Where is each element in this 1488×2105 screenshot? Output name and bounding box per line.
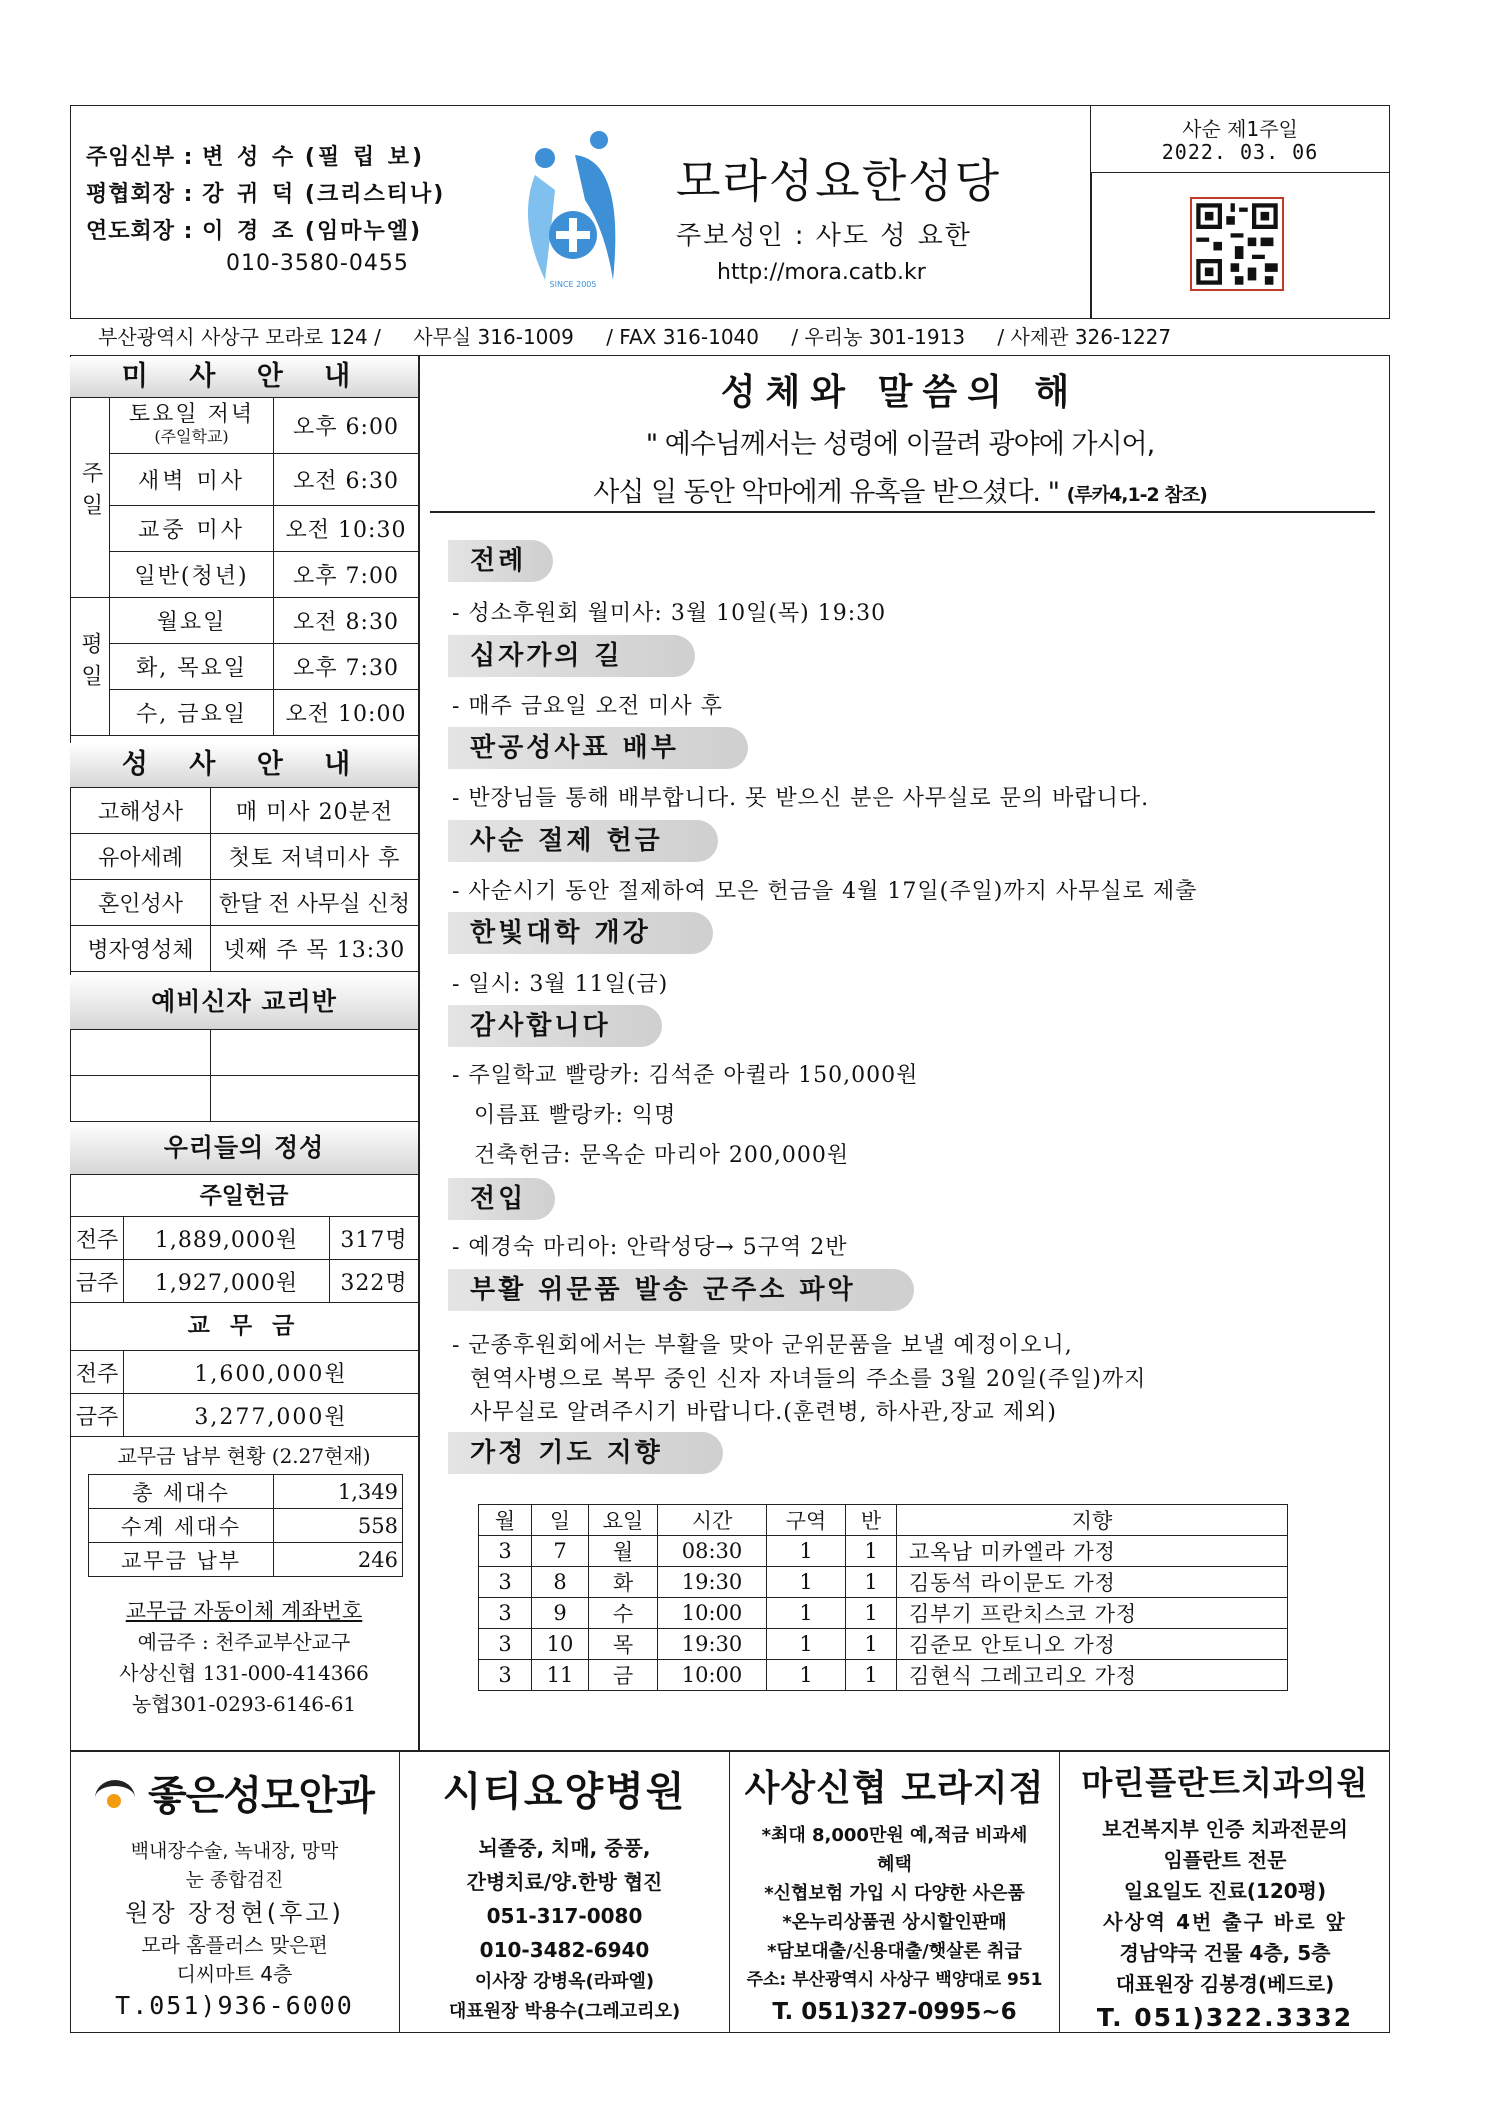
notice-transfer-title: 전입 <box>448 1178 555 1220</box>
account-number-shinhyup: 사상신협 131-000-414366 <box>119 1661 369 1685</box>
ad-credit-union: 사상신협 모라지점 *최대 8,000만원 예,적금 비과세 혜택 *신협보험 가입 시 다양한 사은품 *온누리상품권 상시할인판매 *담보대출/신용대출/햇살론 취급 주소: 부산광역시 사상구 백양대로 951 T. 051)327-0995~6 <box>730 1750 1060 2033</box>
patron-saint: 주보성인 : 사도 성 요한 <box>676 221 972 251</box>
weekday-label: 평일 <box>71 598 110 736</box>
catechumen-cell <box>211 1030 419 1076</box>
rectory-phone: / 사제관 326-1227 <box>997 325 1172 349</box>
notice-thanks-line2: 이름표 빨랑카: 익명 <box>474 1103 677 1128</box>
ad-eye-clinic: 좋은성모안과 백내장수술, 녹내장, 망막 눈 종합검진 원장 장정현(후고) 모라 홈플러스 맞은편 디씨마트 4층 T.051)936-6000 <box>70 1750 400 2033</box>
notice-military-line2: 현역사병으로 복무 중인 신자 자녀들의 주소를 3월 20일(주일)까지 <box>470 1367 1147 1392</box>
notice-thanks-title: 감사합니다 <box>448 1005 662 1047</box>
catechumen-cell <box>71 1076 211 1122</box>
fee-amount: 3,277,000원 <box>124 1394 419 1437</box>
address-bar <box>70 318 1390 356</box>
sacrament-confession: 고해성사 <box>71 788 211 834</box>
notice-lent-offering-line: - 사순시기 동안 절제하여 모은 헌금을 4월 17일(주일)까지 사무실로 제출 <box>452 879 1198 904</box>
sacrament-infant-baptism-info: 첫토 저녁미사 후 <box>211 834 419 880</box>
notice-liturgy-line: - 성소후원회 월미사: 3월 10일(목) 19:30 <box>452 601 887 626</box>
fee-status-table <box>88 1474 403 1577</box>
family-prayer-table <box>478 1504 1288 1691</box>
table-row: 3 7 월 08:30 1 1 고옥남 미카엘라 가정 <box>479 1536 1288 1567</box>
notice-college-title: 한빛대학 개강 <box>448 912 713 954</box>
col-district: 구역 <box>767 1505 846 1536</box>
ad-dental-clinic: 마린플란트치과의원 보건복지부 인증 치과전문의 임플란트 전문 일요일도 진료(120평) 사상역 4번 출구 바로 앞 경남약국 건물 4층, 5층 대표원장 김봉경(베드로) T. 051)322.3332 <box>1060 1750 1390 2033</box>
col-time: 시간 <box>658 1505 767 1536</box>
mass-main-time: 오전 10:30 <box>274 506 419 552</box>
ad-city-hospital-name: 시티요양병원 <box>442 1769 687 1815</box>
sacrament-confession-info: 매 미사 20분전 <box>211 788 419 834</box>
sacrament-marriage-info: 한달 전 사무실 신청 <box>211 880 419 926</box>
status-value: 558 <box>274 1509 403 1543</box>
parish-url[interactable]: http://mora.catb.kr <box>717 260 926 285</box>
fax: / FAX 316-1040 <box>606 325 759 349</box>
theme-divider <box>430 511 1375 513</box>
catechumen-table <box>70 1029 419 1122</box>
mass-saturday-time: 오후 6:00 <box>274 398 419 454</box>
parish-fee-table <box>70 1350 419 1437</box>
mass-title: 미 사 안 내 <box>70 357 418 397</box>
notice-confession-card-title: 판공성사표 배부 <box>448 727 748 769</box>
mass-saturday: 토요일 저녁 (주일학교) <box>110 398 274 454</box>
qr-icon <box>1192 199 1282 289</box>
col-month: 월 <box>479 1505 532 1536</box>
ad-dental-clinic-name: 마린플란트치과의원 <box>1081 1764 1369 1802</box>
issue-date: 2022. 03. 06 <box>1161 140 1319 164</box>
notice-military-line1: - 군종후원회에서는 부활을 맞아 군위문품을 보낼 예정이오니, <box>452 1333 1073 1358</box>
mass-monday-time: 오전 8:30 <box>274 598 419 644</box>
col-intention: 지향 <box>897 1505 1288 1536</box>
table-row: 3 8 화 19:30 1 1 김동석 라이문도 가정 <box>479 1567 1288 1598</box>
catechumen-cell <box>211 1076 419 1122</box>
offering-count: 322명 <box>330 1260 419 1303</box>
catechumen-cell <box>71 1030 211 1076</box>
parish-name: 모라성요한성당 <box>676 154 1002 208</box>
notice-thanks-line1: - 주일학교 빨랑카: 김석준 아퀼라 150,000원 <box>452 1063 919 1088</box>
col-weekday: 요일 <box>589 1505 658 1536</box>
ad-city-hospital: 시티요양병원 뇌졸중, 치매, 중풍, 간병치료/양.한방 협진 051-317-0080 010-3482-6940 이사장 강병옥(라파엘) 대표원장 박용수(그레고리오) <box>400 1750 730 2033</box>
offering-week-label: 금주 <box>71 1260 124 1303</box>
account-info <box>70 1627 418 1720</box>
eye-logo-icon <box>95 1780 135 1816</box>
fee-amount: 1,600,000원 <box>124 1351 419 1394</box>
issue-week: 사순 제1주일 <box>1182 117 1298 141</box>
offering-count: 317명 <box>330 1217 419 1260</box>
fee-status-title: 교무금 납부 현황 (2.27현재) <box>117 1444 371 1468</box>
office-phone: 사무실 316-1009 <box>413 325 574 349</box>
status-label: 총 세대수 <box>89 1475 274 1509</box>
sunday-offering-title: 주일헌금 <box>70 1174 418 1216</box>
account-number-nonghyup: 농협301-0293-6146-61 <box>131 1692 357 1716</box>
farm-phone: / 우리농 301-1913 <box>791 325 966 349</box>
account-holder: 예금주 : 천주교부산교구 <box>137 1630 351 1654</box>
notice-transfer-line: - 예경숙 마리아: 안락성당→ 5구역 2반 <box>452 1235 848 1260</box>
clergy-memorial: 연도회장 : 이 경 조 (임마누엘) <box>86 219 423 244</box>
contact-phone: 010-3580-0455 <box>226 251 409 276</box>
table-row: 3 9 수 10:00 1 1 김부기 프란치스코 가정 <box>479 1598 1288 1629</box>
sunday-label: 주일 <box>71 398 110 598</box>
status-label: 수계 세대수 <box>89 1509 274 1543</box>
theme-title: 성체와 말씀의 해 <box>720 372 1080 413</box>
mass-monday: 월요일 <box>110 598 274 644</box>
mass-tue-thu-time: 오후 7:30 <box>274 644 419 690</box>
notice-liturgy-title: 전례 <box>448 540 553 582</box>
mass-dawn: 새벽 미사 <box>110 454 274 506</box>
theme-quote-line1: " 예수님께서는 성령에 이끌려 광야에 가시어, <box>645 429 1155 460</box>
address: 부산광역시 사상구 모라로 124 / <box>98 325 381 349</box>
sacrament-sick-communion: 병자영성체 <box>71 926 211 972</box>
account-title: 교무금 자동이체 계좌번호 <box>125 1599 363 1623</box>
notice-stations-title: 십자가의 길 <box>448 635 695 677</box>
notice-college-line: - 일시: 3월 11일(금) <box>452 972 669 997</box>
notice-thanks-line3: 건축헌금: 문옥순 마리아 200,000원 <box>474 1143 850 1168</box>
logo-since-text: SINCE 2005 <box>549 280 597 289</box>
status-label: 교무금 납부 <box>89 1543 274 1577</box>
sacrament-marriage: 혼인성사 <box>71 880 211 926</box>
sacrament-sick-communion-info: 넷째 주 목 13:30 <box>211 926 419 972</box>
col-group: 반 <box>846 1505 897 1536</box>
mass-dawn-time: 오전 6:30 <box>274 454 419 506</box>
sacrament-infant-baptism: 유아세례 <box>71 834 211 880</box>
notice-family-prayer-title: 가정 기도 지향 <box>448 1432 723 1474</box>
logo-graphic <box>515 130 635 290</box>
qr-code[interactable] <box>1190 197 1284 291</box>
mass-main: 교중 미사 <box>110 506 274 552</box>
issue-divider <box>1090 173 1092 318</box>
offering-amount: 1,889,000원 <box>124 1217 330 1260</box>
mass-wed-fri: 수, 금요일 <box>110 690 274 736</box>
ad-eye-clinic-name: 좋은성모안과 <box>70 1764 399 1821</box>
fee-week-label: 전주 <box>71 1351 124 1394</box>
catechumen-title: 예비신자 교리반 <box>70 975 418 1029</box>
table-row: 3 11 금 10:00 1 1 김현식 그레고리오 가정 <box>479 1660 1288 1691</box>
col-day: 일 <box>532 1505 589 1536</box>
notice-military-title: 부활 위문품 발송 군주소 파악 <box>448 1269 914 1311</box>
theme-quote-line2: 사십 일 동안 악마에게 유혹을 받으셨다. " (루카4,1-2 참조) <box>593 477 1207 508</box>
mass-youth-time: 오후 7:00 <box>274 552 419 598</box>
sunday-offering-table <box>70 1216 419 1303</box>
clergy-pastor: 주임신부 : 변 성 수 (필 립 보) <box>86 145 426 170</box>
sacraments-title: 성 사 안 내 <box>70 743 418 787</box>
ad-credit-union-name: 사상신협 모라지점 <box>744 1768 1045 1809</box>
clergy-list <box>86 140 445 276</box>
status-value: 246 <box>274 1543 403 1577</box>
table-row: 3 10 목 19:30 1 1 김준모 안토니오 가정 <box>479 1629 1288 1660</box>
mass-youth: 일반(청년) <box>110 552 274 598</box>
offering-amount: 1,927,000원 <box>124 1260 330 1303</box>
status-value: 1,349 <box>274 1475 403 1509</box>
clergy-council: 평협회장 : 강 귀 덕 (크리스티나) <box>86 182 446 207</box>
notice-confession-card-line: - 반장님들 통해 배부합니다. 못 받으신 분은 사무실로 문의 바랍니다. <box>452 786 1150 811</box>
parish-fee-title: 교 무 금 <box>187 1313 301 1339</box>
parish-logo <box>515 130 635 290</box>
notice-stations-line: - 매주 금요일 오전 미사 후 <box>452 694 723 719</box>
mass-table <box>70 397 419 736</box>
mass-tue-thu: 화, 목요일 <box>110 644 274 690</box>
offering-week-label: 전주 <box>71 1217 124 1260</box>
notice-lent-offering-title: 사순 절제 헌금 <box>448 820 718 862</box>
sacraments-table <box>70 787 419 972</box>
fee-week-label: 금주 <box>71 1394 124 1437</box>
offering-title: 우리들의 정성 <box>70 1122 418 1174</box>
notice-military-line3: 사무실로 알려주시기 바랍니다.(훈련병, 하사관,장교 제외) <box>470 1400 1057 1425</box>
mass-wed-fri-time: 오전 10:00 <box>274 690 419 736</box>
